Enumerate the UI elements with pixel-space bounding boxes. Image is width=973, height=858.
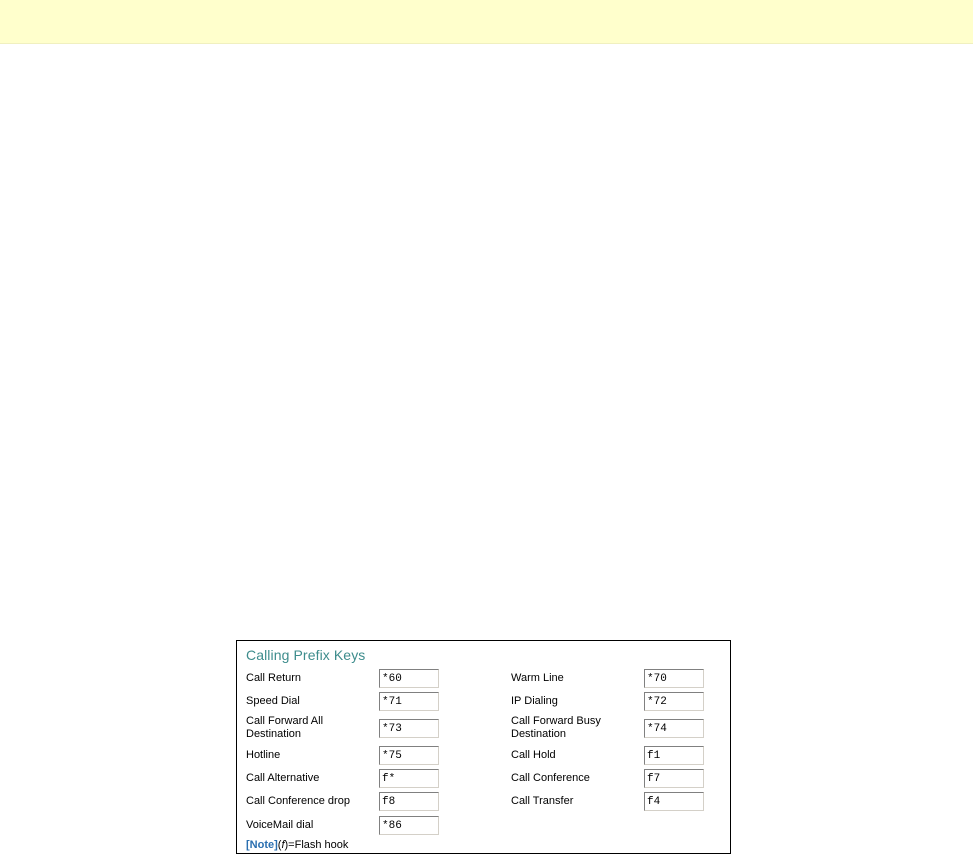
- call-transfer-label: Call Transfer: [511, 795, 574, 807]
- call-conference-label: Call Conference: [511, 772, 590, 784]
- call-forward-all-label: Call Forward All Destination: [246, 715, 324, 740]
- hotline-label: Hotline: [246, 749, 281, 761]
- call-conference-input[interactable]: [644, 769, 704, 788]
- call-return-input[interactable]: [379, 669, 439, 688]
- top-banner: [0, 0, 973, 44]
- ip-dialing-label: IP Dialing: [511, 695, 558, 707]
- call-conference-drop-label: Call Conference drop: [246, 795, 350, 807]
- speed-dial-input[interactable]: [379, 692, 439, 711]
- call-hold-input[interactable]: [644, 746, 704, 765]
- call-return-label: Call Return: [246, 672, 302, 684]
- note-flash-symbol: f: [281, 839, 285, 851]
- voicemail-dial-input[interactable]: [379, 816, 439, 835]
- call-conference-drop-input[interactable]: [379, 792, 439, 811]
- warm-line-input[interactable]: [644, 669, 704, 688]
- call-forward-busy-label: Call Forward Busy Destination: [511, 715, 601, 740]
- panel-title: Calling Prefix Keys: [246, 647, 366, 663]
- call-alternative-input[interactable]: [379, 769, 439, 788]
- call-forward-all-input[interactable]: [379, 719, 439, 738]
- speed-dial-label: Speed Dial: [246, 695, 300, 707]
- call-hold-label: Call Hold: [511, 749, 556, 761]
- flash-hook-note: [246, 839, 348, 851]
- calling-prefix-keys-panel: [236, 640, 731, 854]
- hotline-input[interactable]: [379, 746, 439, 765]
- note-paren-open: (: [277, 839, 282, 851]
- voicemail-dial-label: VoiceMail dial: [246, 819, 314, 831]
- call-alternative-label: Call Alternative: [246, 772, 320, 784]
- warm-line-label: Warm Line: [511, 672, 564, 684]
- ip-dialing-input[interactable]: [644, 692, 704, 711]
- note-text: )=Flash hook: [284, 839, 349, 851]
- call-forward-busy-input[interactable]: [644, 719, 704, 738]
- call-transfer-input[interactable]: [644, 792, 704, 811]
- note-tag: [Note]: [246, 839, 278, 851]
